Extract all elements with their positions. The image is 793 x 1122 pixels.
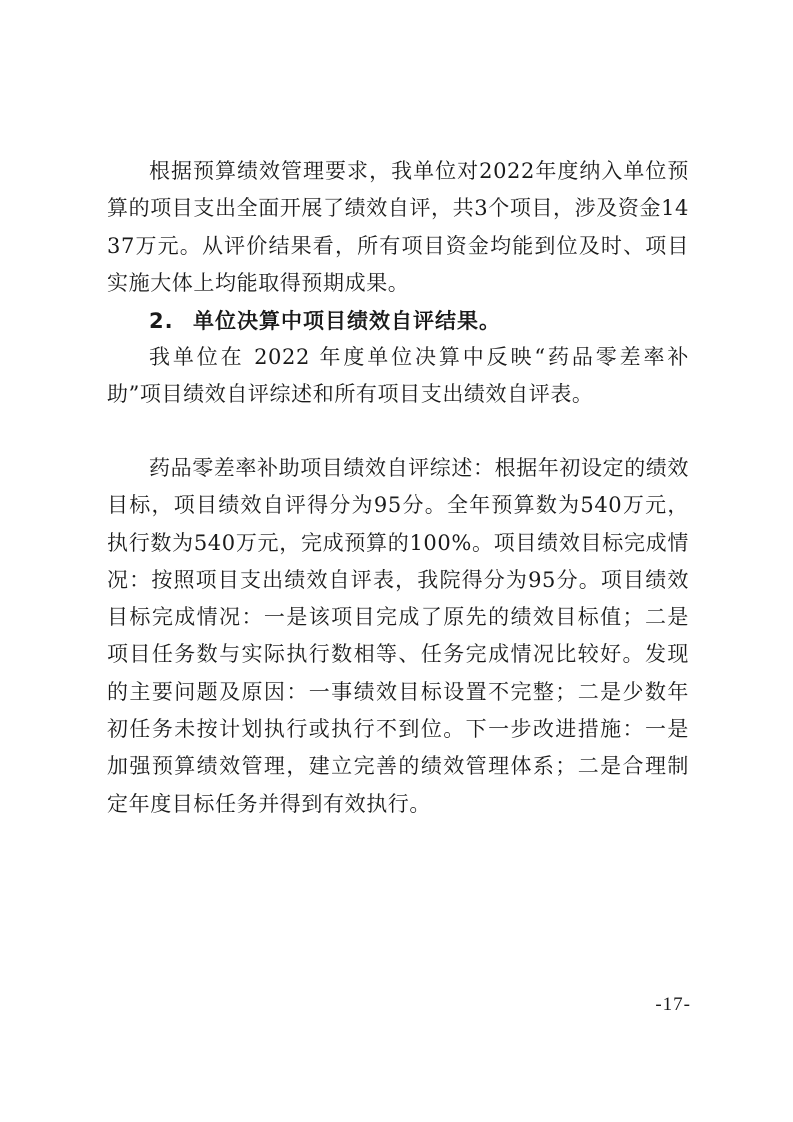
section-number: 2. [149,309,174,333]
page-number: -17- [655,994,691,1015]
paragraph-project-review: 药品零差率补助项目绩效自评综述：根据年初设定的绩效目标，项目绩效自评得分为95分。全年预算数为540万元，执行数为540万元，完成预算的100%。项目绩效目标完成情况：按照项目支出绩效自评表，我院得分为95分。项目绩效目标完成情况：一是该项目完成了原先的绩效目标值；二是项目任务数与实际执行数相等、任务完成情况比较好。发现的主要问题及原因：一事绩效目标设置不完整；二是少数年初任务未按计划执行或执行不到位。下一步改进措施：一是加强预算绩效管理，建立完善的绩效管理体系；二是合理制定年度目标任务并得到有效执行。 [107,456,689,816]
section-title: 单位决算中项目绩效自评结果。 [193,309,501,333]
paragraph-evaluation-summary: 根据预算绩效管理要求，我单位对2022年度纳入单位预算的项目支出全面开展了绩效自评，共3个项目，涉及资金1437万元。从评价结果看，所有项目资金均能到位及时、项目实施大体上均能取得预期成果。 [107,159,689,295]
section-heading [149,303,501,340]
paragraph-final-accounts: 我单位在 2022 年度单位决算中反映“药品零差率补助”项目绩效自评综述和所有项目支出绩效自评表。 [107,345,689,407]
